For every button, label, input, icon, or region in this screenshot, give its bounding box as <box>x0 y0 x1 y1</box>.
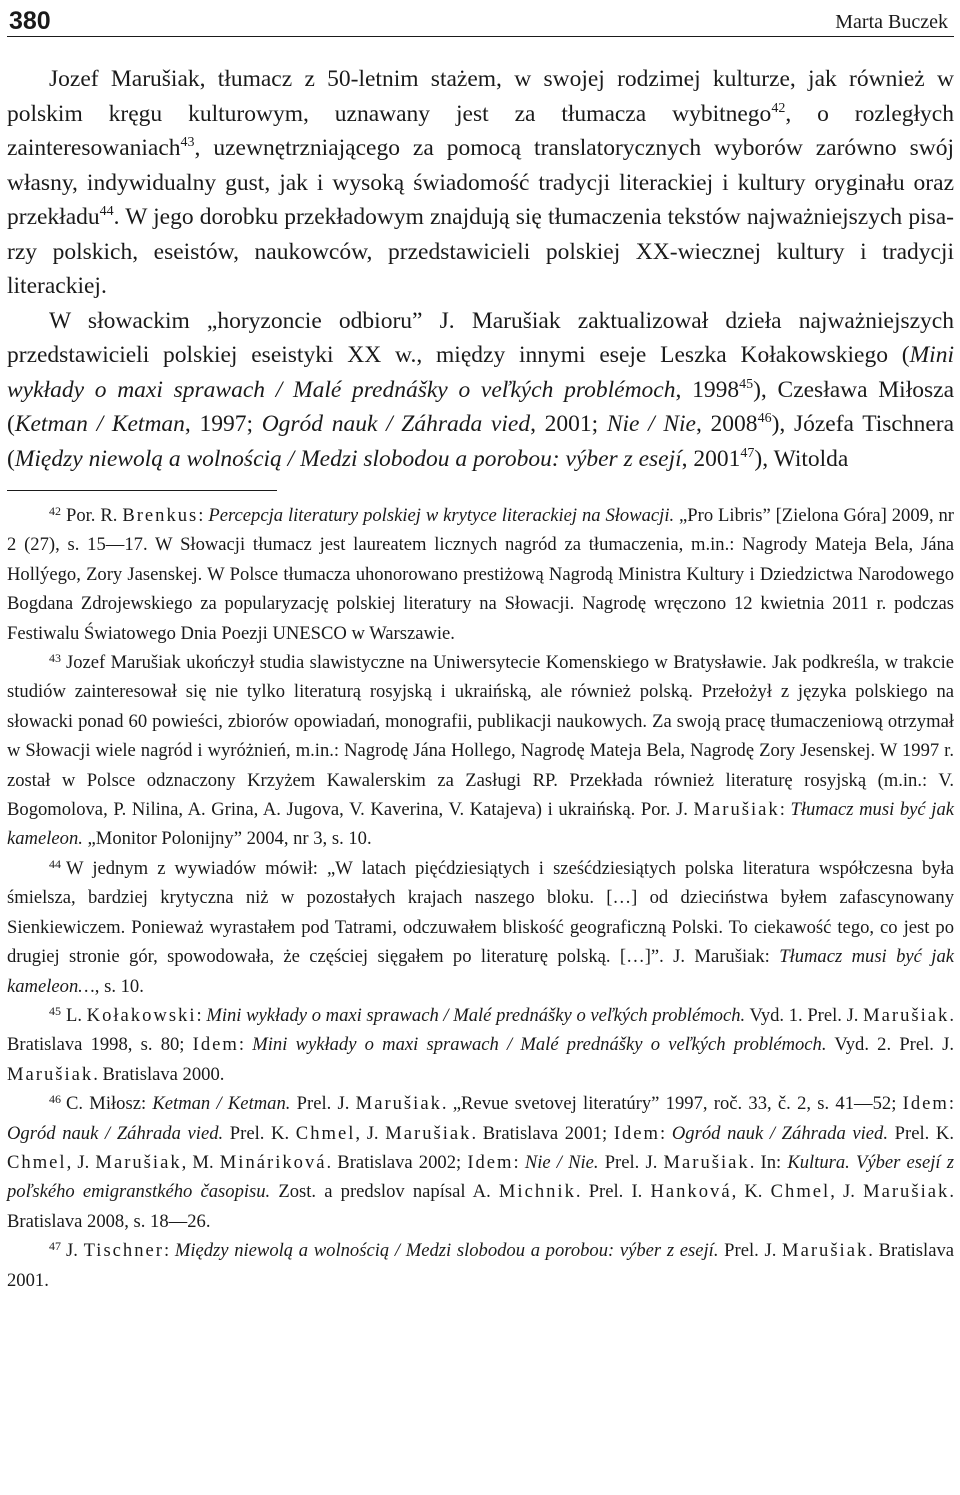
body-paragraph-2 <box>7 304 954 477</box>
author-name: Tischner <box>83 1240 164 1262</box>
text-run: : <box>948 1093 955 1115</box>
text-run: : <box>660 1122 672 1144</box>
footnote-43 <box>7 648 954 854</box>
italic-title: Tłumacz musi być jak kameleon. <box>7 799 954 850</box>
text-run: Prel. J. <box>290 1093 356 1115</box>
footnote-number: 43 <box>49 651 61 666</box>
text-run: , 1997; <box>184 411 262 437</box>
text-run: : <box>198 505 209 526</box>
italic-title: Tłumacz musi być jak kameleon… <box>7 946 954 997</box>
italic-title: Między niewolą a wolnością / Medzi slobodou a porobou: výber z esejí <box>14 445 682 472</box>
italic-title: Nie / Nie. <box>524 1151 599 1173</box>
text-run: , M. <box>181 1151 220 1173</box>
footnote-45 <box>7 1001 954 1089</box>
footnote-number: 42 <box>49 504 61 518</box>
text-run: . Prel. I. <box>575 1181 651 1203</box>
text-run: , s. 10. <box>94 975 144 997</box>
body-paragraph-1 <box>7 62 954 304</box>
idem: Idem <box>192 1034 239 1056</box>
translator-name: Marušiak <box>355 1093 442 1115</box>
italic-title: Ogród nauk / Záhrada vied. <box>671 1122 889 1144</box>
text-run: Vyd. 2. Prel. J. <box>826 1034 955 1056</box>
footnote-ref-47[interactable]: 47 <box>740 445 755 461</box>
italic-title: Ketman / Ketman. <box>152 1093 291 1115</box>
text-run: . Bratislava 2002; <box>326 1151 468 1173</box>
page-header <box>7 0 954 37</box>
italic-title: Mini wykłady o maxi sprawach / Malé prednášky o veľkých problémoch. <box>206 1004 746 1026</box>
text-run: W słowackim „horyzoncie odbioru” J. Marušiak zaktualizował dzieła najważniejszych przedstawicieli polskiej eseistyki XX w., między innymi eseje Leszka Kołakowskiego ( <box>7 307 954 368</box>
text-run: W jednym z wywiadów mówił: „W latach pięćdziesiątych i sześćdziesiątych polska literatura współczesna była śmielsza, bardziej krytyczna niż w pozostałych krajach naszego bloku. […] od dzieciństwa byłem zafascynowany Sienkiewiczem. Ponieważ wyrastałem pod Tatrami, odczuwałem bliskość geograficzną Polski. To ciekawość tego, co jest po drugiej stronie gór, spowodowała, że częściej sięgałem po literaturę polską. […]”. J. Marušiak: <box>7 857 954 968</box>
translator-name: Hanková <box>650 1181 732 1203</box>
italic-title: Mini wykłady o maxi sprawach / Malé prednášky o veľkých problémoch. <box>252 1034 827 1056</box>
translator-name: Chmel <box>295 1122 356 1144</box>
italic-title: Percepcja literatury polskiej w krytyce literackiej na Słowacji. <box>208 505 675 526</box>
author-name: Brenkus <box>122 505 199 526</box>
text-run: : <box>163 1240 175 1262</box>
footnote-number: 45 <box>49 1003 61 1018</box>
footnotes <box>7 501 954 1295</box>
text-run: : <box>513 1151 525 1173</box>
text-run: . In: <box>749 1151 788 1173</box>
translator-name: Marušiak <box>663 1151 750 1173</box>
italic-title: Kultura. Výber esejí z poľského emigranstkého časopisu. <box>7 1151 954 1203</box>
footnote-ref-42[interactable]: 42 <box>771 100 786 116</box>
italic-title: Nie / Nie <box>606 411 696 437</box>
text-run: , K. <box>731 1181 771 1203</box>
text-run: . W jego dorobku przekładowym znajdują się tłumaczenia tekstów najważniejszych pisarzy polskich, eseistów, naukowców, przedstawicieli polskiej XX-wiecznej kultury i tradycji literackiej. <box>7 204 954 299</box>
translator-name: Marušiak <box>863 1181 950 1203</box>
footnote-number: 44 <box>49 856 61 871</box>
editor-name: Michnik <box>498 1181 576 1203</box>
italic-title: Ketman / Ketman <box>14 411 185 437</box>
footnote-number: 46 <box>49 1092 61 1107</box>
text-run: Vyd. 1. Prel. J. <box>745 1004 864 1026</box>
text-run: . Bratislava 2000. <box>93 1063 225 1085</box>
text-run: J. <box>66 1240 84 1262</box>
text-run: , o rozległych zainteresowaniach <box>7 100 954 161</box>
translator-name: Mináriková <box>219 1151 327 1173</box>
text-run: , J. <box>830 1181 864 1203</box>
text-run: : <box>196 1004 207 1026</box>
text-run: Zost. a predslov napísal A. <box>270 1181 499 1203</box>
footnote-ref-43[interactable]: 43 <box>180 135 195 150</box>
text-run: , uzewnętrzniającego za pomocą translatorycznych wyborów zarówno swój własny, indywidualny gust, jak i wysoką świadomość tradycji literackiej i kultury oryginału oraz przekładu <box>7 135 954 230</box>
italic-title: Ogród nauk / Záhrada vied. <box>7 1122 224 1144</box>
text-run: . „Revue svetovej literatúry” 1997, roč. 33, č. 2, s. 41—52; <box>441 1093 903 1115</box>
running-head-author: Marta Buczek <box>835 11 948 33</box>
translator-name: Marušiak <box>782 1240 869 1262</box>
text-run: ), Józefa Tischnera ( <box>7 411 955 472</box>
text-run: „Monitor Polonijny” 2004, nr 3, s. 10. <box>82 828 372 850</box>
translator-name: Marušiak <box>7 1063 94 1085</box>
text-run: , 2001; <box>530 411 607 437</box>
text-run: . Bratislava 2001. <box>7 1240 954 1291</box>
text-run: L. <box>66 1004 87 1026</box>
footnote-number: 47 <box>49 1239 61 1254</box>
text-run: Por. R. <box>66 505 123 526</box>
text-run: ), Witolda <box>754 445 849 472</box>
footnote-ref-44[interactable]: 44 <box>99 204 114 219</box>
text-run: Prel. J. <box>598 1151 664 1173</box>
footnote-42 <box>7 501 954 648</box>
text-run: , 1998 <box>675 376 740 403</box>
text-run: ), Czesława Miłosza ( <box>7 376 955 437</box>
footnote-44 <box>7 854 954 1001</box>
text-run: . Bratislava 2008, s. 18—26. <box>7 1181 954 1232</box>
text-run: Jozef Marušiak ukończył studia slawistyczne na Uniwersytecie Komenskiego w Bratysławie. Jak podkreśla, w trakcie studiów zainteresował się nie tylko literaturą rosyjską i ukraińską, ale również polską. Przełożył z języka polskiego na słowacki ponad 60 powieści, zbiorów opowiadań, monografii, publikacji naukowych. Za swoją pracę tłumaczeniową otrzymał w Słowacji wiele nagród i wyróżnień, m.in.: Nagrodę Jána Hollego, Nagrodę Mateja Bela, Nagrodę Zory Jesenskej. W 1997 r. został w Polsce odznaczony Krzyżem Kawalerskim za Zasługi RP. Przekłada również literaturę rosyjską (m.in.: V. Bogomolova, P. Nilina, A. Grina, A. Jugova, V. Kaverina, V. Katajeva) i ukraińską. Por. J. <box>7 652 954 821</box>
text-run: , J. <box>66 1151 96 1173</box>
text-run: . Bratislava 2001; <box>471 1122 614 1144</box>
translator-name: Marušiak <box>863 1004 950 1026</box>
text-run: Prel. K. <box>888 1122 954 1144</box>
text-run: C. Miłosz: <box>66 1093 153 1115</box>
footnote-separator <box>7 490 277 491</box>
page-number: 380 <box>9 7 51 35</box>
italic-title: Między niewolą a wolnością / Medzi slobodou a porobou: výber z esejí. <box>174 1240 719 1262</box>
italic-title: Ogród nauk / Záhrada vied <box>261 411 531 437</box>
text-run: : <box>779 799 791 821</box>
text-run: Prel. J. <box>718 1240 783 1262</box>
text-run: , 2001 <box>681 445 741 472</box>
footnote-ref-45[interactable]: 45 <box>739 376 754 392</box>
main-text <box>7 62 954 476</box>
text-run: : <box>238 1034 253 1056</box>
text-run: „Pro Libris” [Zielona Góra] 2009, nr 2 (27), s. 15—17. W Słowacji tłumacz jest laureatem licznych nagród za tłumaczenia, m.in.: Nagrody Mateja Bela, Jána Hollýego, Zory Jasenskej. W Polsce tłumacza uhonorowano prestiżową Nagrodą Ministra Kultury i Dziedzictwa Narodowego Bogdana Zdrojewskiego za popularyzację polskiej literatury na Słowacji. Nagrodę wręczono 12 kwietnia 2011 r. podczas Festiwalu Światowego Dnia Poezji UNESCO w Warszawie. <box>7 505 954 644</box>
idem: Idem <box>467 1151 514 1173</box>
text-run: , J. <box>355 1122 386 1144</box>
translator-name: Chmel <box>770 1181 831 1203</box>
text-run: . Bratislava 1998, s. 80; <box>7 1004 954 1056</box>
text-run: , 2008 <box>696 411 758 437</box>
footnote-ref-46[interactable]: 46 <box>757 411 772 426</box>
text-run: Jozef Marušiak, tłumacz z 50-letnim stażem, w swojej rodzimej kulturze, jak również w polskim kręgu kulturowym, uznawany jest za tłumacza wybitnego <box>7 66 954 127</box>
footnote-47 <box>7 1236 954 1295</box>
author-name: Marušiak <box>693 799 780 821</box>
idem: Idem <box>902 1093 949 1115</box>
footnote-46 <box>7 1089 954 1236</box>
italic-title: Mini wykłady o maxi sprawach / Malé prednášky o veľkých problémoch <box>7 342 954 403</box>
translator-name: Marušiak <box>95 1151 182 1173</box>
text-run: Prel. K. <box>223 1122 296 1144</box>
author-name: Kołakowski <box>86 1004 197 1026</box>
translator-name: Marušiak <box>385 1122 472 1144</box>
translator-name: Chmel <box>7 1151 67 1173</box>
idem: Idem <box>613 1122 661 1144</box>
